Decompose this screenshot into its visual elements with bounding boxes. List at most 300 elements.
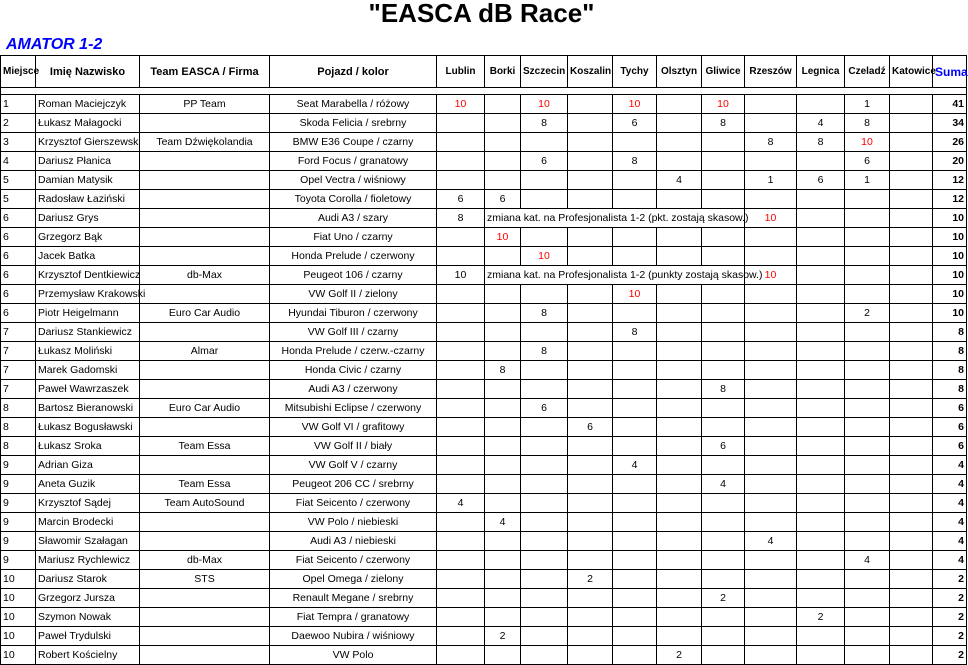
place-cell: 7 (1, 323, 36, 342)
score-cell (890, 627, 933, 646)
place-cell: 9 (1, 456, 36, 475)
name-cell: Łukasz Małagocki (36, 114, 140, 133)
name-cell: Mariusz Rychlewicz (36, 551, 140, 570)
team-cell: Team Essa (140, 475, 270, 494)
score-cell (613, 646, 657, 665)
score-cell (745, 152, 797, 171)
score-cell (613, 551, 657, 570)
score-cell (521, 133, 568, 152)
place-cell: 1 (1, 95, 36, 114)
team-cell (140, 361, 270, 380)
team-cell: db-Max (140, 551, 270, 570)
car-cell: Mitsubishi Eclipse / czerwony (270, 399, 437, 418)
score-cell (521, 418, 568, 437)
place-cell: 8 (1, 399, 36, 418)
score-cell (797, 513, 845, 532)
name-cell: Paweł Wawrzaszek (36, 380, 140, 399)
place-cell: 6 (1, 209, 36, 228)
score-cell (702, 285, 745, 304)
score-cell: 8 (702, 380, 745, 399)
score-cell (745, 494, 797, 513)
score-cell (797, 627, 845, 646)
name-cell: Łukasz Sroka (36, 437, 140, 456)
car-cell: Toyota Corolla / fioletowy (270, 190, 437, 209)
score-cell: 8 (521, 304, 568, 323)
name-cell: Grzegorz Jursza (36, 589, 140, 608)
score-cell (745, 380, 797, 399)
page-title (0, 0, 959, 26)
score-cell (437, 114, 485, 133)
place-cell: 10 (1, 570, 36, 589)
score-cell (485, 133, 521, 152)
place-cell: 6 (1, 304, 36, 323)
score-cell (890, 228, 933, 247)
name-cell: Jacek Batka (36, 247, 140, 266)
score-cell (890, 475, 933, 494)
score-cell (437, 247, 485, 266)
score-cell (702, 190, 745, 209)
score-cell (745, 418, 797, 437)
sum-cell: 10 (933, 247, 967, 266)
sum-cell: 34 (933, 114, 967, 133)
table-row (1, 133, 967, 152)
score-cell (568, 133, 613, 152)
header-name: Imię Nazwisko (36, 56, 140, 88)
table-row (1, 608, 967, 627)
sum-cell: 4 (933, 532, 967, 551)
score-cell (437, 171, 485, 190)
score-cell (657, 627, 702, 646)
score-cell (845, 437, 890, 456)
score-cell (890, 171, 933, 190)
place-cell: 10 (1, 589, 36, 608)
score-cell (657, 323, 702, 342)
score-cell (657, 437, 702, 456)
results-table (0, 55, 967, 665)
score-cell: 1 (845, 171, 890, 190)
score-cell: 8 (845, 114, 890, 133)
sum-cell: 4 (933, 551, 967, 570)
score-cell (568, 361, 613, 380)
name-cell: Łukasz Moliński (36, 342, 140, 361)
place-cell: 9 (1, 494, 36, 513)
score-cell (657, 551, 702, 570)
sum-cell: 4 (933, 513, 967, 532)
score-cell (613, 399, 657, 418)
car-cell: Honda Civic / czarny (270, 361, 437, 380)
score-cell: 8 (702, 114, 745, 133)
header-gap (1, 88, 967, 95)
score-cell (521, 285, 568, 304)
category-change-note: zmiana kat. na Profesjonalista 1-2 (pkt. zostają skasow.) (485, 209, 745, 228)
sum-cell: 4 (933, 475, 967, 494)
name-cell: Aneta Guzik (36, 475, 140, 494)
car-cell: VW Golf III / czarny (270, 323, 437, 342)
score-cell (797, 323, 845, 342)
score-cell: 10 (521, 95, 568, 114)
score-cell (657, 475, 702, 494)
sum-cell: 2 (933, 608, 967, 627)
score-cell (745, 475, 797, 494)
table-row (1, 551, 967, 570)
score-cell: 8 (797, 133, 845, 152)
score-cell (845, 361, 890, 380)
sum-cell: 8 (933, 380, 967, 399)
score-cell (657, 589, 702, 608)
name-cell: Dariusz Stankiewicz (36, 323, 140, 342)
sum-cell: 26 (933, 133, 967, 152)
score-cell (521, 589, 568, 608)
table-row (1, 399, 967, 418)
page-title-text: "EASCA dB Race" (368, 0, 595, 28)
score-cell (613, 361, 657, 380)
name-cell: Paweł Trydulski (36, 627, 140, 646)
score-cell (797, 361, 845, 380)
car-cell: Ford Focus / granatowy (270, 152, 437, 171)
table-row (1, 475, 967, 494)
score-cell (890, 304, 933, 323)
score-cell (568, 228, 613, 247)
place-cell: 8 (1, 418, 36, 437)
header-round: Tychy (613, 56, 657, 88)
sum-cell: 10 (933, 285, 967, 304)
score-cell (745, 342, 797, 361)
score-cell (745, 228, 797, 247)
score-cell (745, 285, 797, 304)
sum-cell: 4 (933, 456, 967, 475)
place-cell: 5 (1, 171, 36, 190)
score-cell (657, 608, 702, 627)
car-cell: VW Golf II / zielony (270, 285, 437, 304)
place-cell: 9 (1, 475, 36, 494)
sum-cell: 12 (933, 190, 967, 209)
car-cell: Fiat Seicento / czerwony (270, 494, 437, 513)
score-cell (613, 513, 657, 532)
team-cell (140, 589, 270, 608)
score-cell (613, 627, 657, 646)
car-cell: Fiat Uno / czarny (270, 228, 437, 247)
score-cell (797, 437, 845, 456)
score-cell (657, 304, 702, 323)
score-cell (568, 437, 613, 456)
score-cell (437, 228, 485, 247)
score-cell (657, 399, 702, 418)
score-cell (745, 608, 797, 627)
table-row (1, 285, 967, 304)
score-cell (797, 247, 845, 266)
score-cell (485, 247, 521, 266)
score-cell: 10 (485, 228, 521, 247)
header-place: Miejsce (1, 56, 36, 88)
score-cell (437, 646, 485, 665)
score-cell (890, 494, 933, 513)
team-cell (140, 608, 270, 627)
score-cell (797, 190, 845, 209)
team-cell (140, 171, 270, 190)
name-cell: Roman Maciejczyk (36, 95, 140, 114)
score-cell (702, 399, 745, 418)
name-cell: Krzysztof Gierszewski (36, 133, 140, 152)
score-cell (745, 551, 797, 570)
team-cell: Team Essa (140, 437, 270, 456)
sum-cell: 20 (933, 152, 967, 171)
score-cell (702, 247, 745, 266)
score-cell (745, 399, 797, 418)
score-cell (890, 133, 933, 152)
team-cell (140, 285, 270, 304)
table-row (1, 646, 967, 665)
score-cell (568, 190, 613, 209)
name-cell: Marcin Brodecki (36, 513, 140, 532)
score-cell: 6 (568, 418, 613, 437)
score-cell (702, 228, 745, 247)
sum-cell: 2 (933, 646, 967, 665)
header-round: Legnica (797, 56, 845, 88)
car-cell: VW Golf V / czarny (270, 456, 437, 475)
table-row (1, 342, 967, 361)
score-cell (568, 304, 613, 323)
score-cell (437, 342, 485, 361)
score-cell (845, 266, 890, 285)
score-cell (657, 285, 702, 304)
sum-cell: 8 (933, 323, 967, 342)
score-cell (745, 513, 797, 532)
score-cell (613, 532, 657, 551)
car-cell: Daewoo Nubira / wiśniowy (270, 627, 437, 646)
name-cell: Radosław Łaziński (36, 190, 140, 209)
score-cell (613, 380, 657, 399)
team-cell: Almar (140, 342, 270, 361)
score-cell (485, 570, 521, 589)
table-row (1, 513, 967, 532)
team-cell (140, 627, 270, 646)
score-cell (568, 646, 613, 665)
score-cell (845, 494, 890, 513)
score-cell (521, 513, 568, 532)
score-cell (485, 418, 521, 437)
score-cell (437, 551, 485, 570)
car-cell: VW Golf II / biały (270, 437, 437, 456)
car-cell: Renault Megane / srebrny (270, 589, 437, 608)
score-cell (845, 532, 890, 551)
score-cell: 8 (521, 342, 568, 361)
score-cell (568, 380, 613, 399)
score-cell (657, 133, 702, 152)
place-cell: 7 (1, 380, 36, 399)
score-cell (613, 228, 657, 247)
place-cell: 9 (1, 551, 36, 570)
score-cell: 2 (702, 589, 745, 608)
score-cell: 6 (485, 190, 521, 209)
table-row (1, 494, 967, 513)
score-cell (657, 513, 702, 532)
sum-cell: 10 (933, 209, 967, 228)
score-cell (521, 475, 568, 494)
score-cell (485, 551, 521, 570)
score-cell (613, 171, 657, 190)
score-cell (845, 418, 890, 437)
car-cell: Skoda Felicia / srebrny (270, 114, 437, 133)
score-cell (745, 627, 797, 646)
score-cell (890, 323, 933, 342)
score-cell (845, 399, 890, 418)
name-cell: Grzegorz Bąk (36, 228, 140, 247)
score-cell (797, 95, 845, 114)
score-cell (485, 304, 521, 323)
score-cell (521, 494, 568, 513)
score-cell: 8 (613, 323, 657, 342)
score-cell: 10 (613, 285, 657, 304)
score-cell: 8 (485, 361, 521, 380)
score-cell (797, 418, 845, 437)
table-row (1, 171, 967, 190)
team-cell (140, 380, 270, 399)
score-cell (845, 570, 890, 589)
name-cell: Dariusz Starok (36, 570, 140, 589)
score-cell (568, 627, 613, 646)
table-row (1, 589, 967, 608)
score-cell (613, 589, 657, 608)
score-cell (485, 285, 521, 304)
score-cell (437, 570, 485, 589)
score-cell (437, 304, 485, 323)
score-cell (890, 608, 933, 627)
score-cell (797, 228, 845, 247)
score-cell (437, 475, 485, 494)
score-cell (845, 608, 890, 627)
car-cell: VW Polo / niebieski (270, 513, 437, 532)
score-cell (521, 323, 568, 342)
name-cell: Dariusz Grys (36, 209, 140, 228)
table-row (1, 247, 967, 266)
score-cell (568, 399, 613, 418)
score-cell (702, 152, 745, 171)
score-cell (702, 323, 745, 342)
score-cell (657, 418, 702, 437)
score-cell (702, 494, 745, 513)
score-cell (437, 133, 485, 152)
score-cell (437, 380, 485, 399)
score-cell (521, 608, 568, 627)
score-cell (702, 456, 745, 475)
team-cell (140, 152, 270, 171)
team-cell (140, 228, 270, 247)
score-cell (797, 646, 845, 665)
score-cell: 4 (485, 513, 521, 532)
score-cell (657, 95, 702, 114)
score-cell (845, 646, 890, 665)
score-cell (568, 551, 613, 570)
score-cell (521, 171, 568, 190)
score-cell: 4 (797, 114, 845, 133)
place-cell: 10 (1, 627, 36, 646)
score-cell (613, 304, 657, 323)
place-cell: 9 (1, 532, 36, 551)
place-cell: 9 (1, 513, 36, 532)
header-round: Katowice (890, 56, 933, 88)
sum-cell: 41 (933, 95, 967, 114)
table-row (1, 418, 967, 437)
score-cell (702, 570, 745, 589)
score-cell (568, 532, 613, 551)
score-cell: 4 (613, 456, 657, 475)
sum-cell: 2 (933, 627, 967, 646)
score-cell (568, 323, 613, 342)
header-car: Pojazd / kolor (270, 56, 437, 88)
score-cell: 10 (845, 133, 890, 152)
sum-cell: 10 (933, 266, 967, 285)
team-cell (140, 114, 270, 133)
score-cell (797, 342, 845, 361)
table-row (1, 627, 967, 646)
score-cell (613, 133, 657, 152)
score-cell (613, 342, 657, 361)
score-cell: 10 (437, 95, 485, 114)
score-cell (890, 380, 933, 399)
team-cell (140, 209, 270, 228)
score-cell (485, 608, 521, 627)
header-round: Borki (485, 56, 521, 88)
score-cell (568, 285, 613, 304)
score-cell (485, 494, 521, 513)
car-cell: Fiat Tempra / granatowy (270, 608, 437, 627)
score-cell (797, 304, 845, 323)
score-cell (521, 361, 568, 380)
name-cell: Dariusz Płanica (36, 152, 140, 171)
score-cell (485, 399, 521, 418)
score-cell (485, 114, 521, 133)
score-cell: 1 (845, 95, 890, 114)
score-cell (437, 323, 485, 342)
score-cell (437, 418, 485, 437)
score-cell (568, 494, 613, 513)
score-cell (437, 532, 485, 551)
score-cell (485, 342, 521, 361)
score-cell (890, 437, 933, 456)
score-cell (797, 532, 845, 551)
score-cell (568, 608, 613, 627)
place-cell: 4 (1, 152, 36, 171)
table-row (1, 437, 967, 456)
team-cell: Euro Car Audio (140, 399, 270, 418)
score-cell (657, 456, 702, 475)
car-cell: VW Golf VI / grafitowy (270, 418, 437, 437)
sum-cell: 6 (933, 418, 967, 437)
score-cell (745, 95, 797, 114)
name-cell: Marek Gadomski (36, 361, 140, 380)
sum-cell: 12 (933, 171, 967, 190)
header-round: Koszalin (568, 56, 613, 88)
score-cell (845, 190, 890, 209)
score-cell (657, 380, 702, 399)
sum-cell: 2 (933, 589, 967, 608)
place-cell: 6 (1, 266, 36, 285)
score-cell (797, 380, 845, 399)
score-cell (890, 266, 933, 285)
score-cell (745, 323, 797, 342)
car-cell: Seat Marabella / różowy (270, 95, 437, 114)
score-cell (797, 209, 845, 228)
score-cell (437, 361, 485, 380)
header-sum: Suma (933, 56, 967, 88)
score-cell (890, 646, 933, 665)
score-cell (521, 228, 568, 247)
place-cell: 3 (1, 133, 36, 152)
table-row (1, 532, 967, 551)
score-cell (890, 190, 933, 209)
score-cell (745, 437, 797, 456)
team-cell (140, 456, 270, 475)
